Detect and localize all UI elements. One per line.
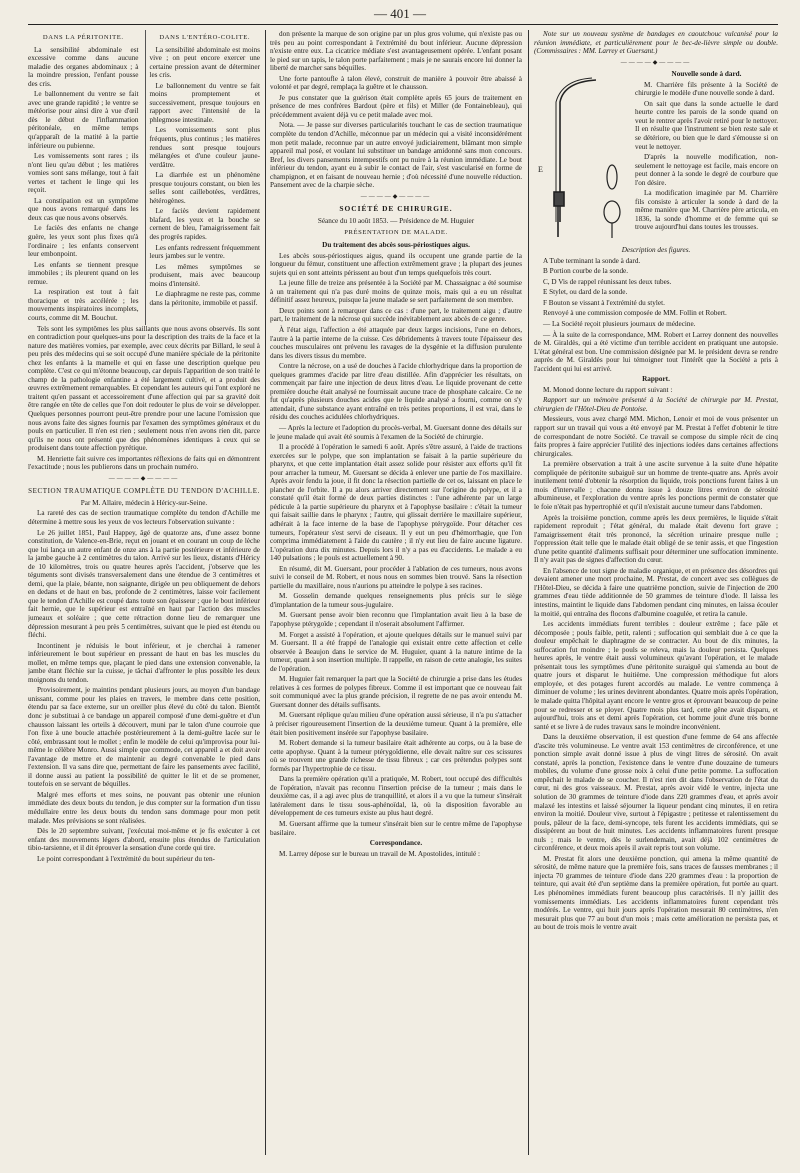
sonde-screw: [554, 192, 564, 206]
paragraph: Dans la deuxième observation, il est question d'une femme de 64 ans affectée d'ascite très volumineuse. Le ventre avait 153 centimètres de circonférence, et une ponction simple avait donné issue à plus de vingt litres de sérosité. On avait constaté, après la ponction, l'existence dans le ventre d'une douzaine de tumeurs mobiles, du volume d'une grosse noix à celui d'une petite pomme. La suffocation empêchait le malade de se coucher. Il n'est rien dit dans l'observation de l'état du cœur, ni des gros vaisseaux. M. Prestat, après avoir vidé le ventre, injecta une solution de 30 grammes de teinture d'iode dans 220 grammes d'eau, et après avoir malaxé les intestins et laissé séjourner la liqueur pendant cinq minutes, il en retira environ la moitié. Douleur vive, surtout à l'épigastre ; petitesse et ralentissement du pouls, pâleur de la face, demi-syncope, tels furent les accidents immédiats, qui se dissipèrent au bout de huit minutes. Les accidents inflammatoires furent presque nuls ; mais le ventre, dès le surlendemain, avait déjà 102 centimètres de circonférence, et deux mois après il avait repris tout son volume.: [534, 733, 778, 853]
legend-line: A Tube terminant la sonde à dard.: [543, 256, 641, 265]
table-cell: La constipation est un symptôme que nous avons remarqué dans les deux cas que nous avons observés.: [28, 196, 139, 222]
paragraph: M. Prestat fit alors une deuxième ponction, qui amena la même quantité de sérosité, de même nature que la première fois, sans traces de fausses membranes ; il injecta 70 grammes de teinture d'iode dans 220 grammes d'eau : la proportion de teinture, qui avait été d'un septième dans la première opération, fut portée au quart. Les phénomènes immédiats furent beaucoup plus caractérisés. Il n'y jaillit des vomissements immédiats. Les accidents inflammatoires furent cependant très modérés. Le ventre, qui huit jours après l'opération mesurait 80 centimètres, n'en mesurait plus que 77 au bout d'un mois ; mais cette amélioration ne persista pas, et au bout de trois mois le ventre avait: [534, 854, 778, 932]
section-title: SOCIÉTÉ DE CHIRURGIE.: [339, 204, 453, 214]
table-cell: Les enfants se tiennent presque immobiles ; ils pleurent quand on les remue.: [28, 260, 139, 286]
paragraph: Provisoirement, je maintins pendant plusieurs jours, au moyen d'un bandage unissant, comme pour les plaies en travers, le membre dans cette position, étendu par sa face externe, sur un oreiller plus élevé du côté du talon. Bientôt donc je substituai à ce bandage un appareil composé d'une demi-guêtre et d'un chausson laissant les orteils à découvert, muni par le talon d'une courroie que l'on fixe à une boucle attachée postérieurement à la demi-guêtre lacée sur le côté, embrassant tout le mollet ; enfin le modèle de celui qu'improvisa pour lui-même le célèbre Monro. Aussi simple que commode, cet appareil a et doit avoir l'avantage de mettre et de maintenir au degré convenable le pied dans l'extension. Il va sans dire que, permettant de faire les pansements avec facilité, il donne aussi au patient la possibilité de quitter le lit et de se promener, toutefois en se servant de béquilles.: [28, 686, 260, 789]
paragraph: La première observation a trait à une ascite survenue à la suite d'une hépatite compliquée de péritonite subaiguë sur un homme de trente-quatre ans. Après avoir inutilement tenté d'obtenir la résorption du liquide, trois ponctions furent faites à un mois d'intervalle ; chacune donna issue à douze litres environ de sérosité albumineuse, et l'exploration du ventre après les ponctions permit de constater que le foie n'était pas hypertrophié et qu'il n'existait aucune tumeur dans l'abdomen.: [534, 460, 778, 511]
paragraph: En résumé, dit M. Guersant, pour procéder à l'ablation de ces tumeurs, nous avons suivi le conseil de M. Robert, et nous nous en sommes bien trouvé. Sans la résection partielle du maxillaire, nous n'aurions pu atteindre le polype à ses racines.: [270, 564, 522, 590]
legend-line: C, D Vis de rappel réunissant les deux tubes.: [543, 277, 672, 286]
legend-line: Renvoyé à une commission composée de MM. Follin et Robert.: [543, 309, 727, 318]
seance-line: Séance du 10 août 1853. — Présidence de M. Huguier: [317, 216, 475, 225]
comparison-table: [28, 30, 260, 325]
subsection-title: Correspondance.: [369, 839, 423, 848]
paragraph: À l'état aigu, l'affection a été attaquée par deux larges incisions, l'une en dehors, l'autre à la partie interne de la cuisse. Ces débridements à travers toute l'épaisseur des couches musculaires ont prévenu les ravages de la dysgénie et la diffusion purulente dans les divers tissus du membre.: [270, 325, 522, 360]
paragraph: On sait que dans la sonde actuelle le dard heurte contre les parois de la sonde quand on veut le rentrer après l'avoir retiré pour le nettoyer. Il en résulte que l'instrument se bien reste sale et se détériore, ou bien que le dard s'émousse si on veut le nettoyer.: [635, 99, 778, 151]
table-cell: Le faciès devient rapidement blafard, les yeux et la bouche se cernent de bleu, l'amaigrissement fait des progrès rapides.: [149, 207, 260, 242]
paragraph: M. Guersant pense avoir bien reconnu que l'implantation avait lieu à la base de l'apophyse ptérygoïde ; cependant il n'oserait absolument l'affirmer.: [270, 611, 522, 628]
ornament-divider: ————◆————: [108, 475, 180, 482]
paragraph: Messieurs, vous avez chargé MM. Michon, Lenoir et moi de vous présenter un rapport sur un travail qui vous a été envoyé par M. Prestat à l'effet d'obtenir le titre de correspondant de notre Société. Ce travail se compose du simple récit de cinq faits propres à faire apprécier l'utilité des injections iodées dans certaines affections chirurgicales.: [534, 415, 778, 458]
paragraph: Dès le 20 septembre suivant, j'exécutai moi-même et je fis exécuter à cet enfant des mouvements légers d'abord, ensuite plus étendus de l'articulation tibio-tarsienne, et il dit éprouver la sensation d'une corde qui tire.: [28, 827, 260, 853]
legend-line: E Stylet, ou dard de la sonde.: [543, 288, 628, 297]
column-left: [28, 30, 260, 1155]
table-heading: DANS L'ENTÉRO-COLITE.: [159, 34, 251, 41]
table-cell: Les enfants redressent fréquemment leurs jambes sur le ventre.: [149, 243, 260, 261]
subsection-title: Rapport.: [642, 375, 670, 384]
table-cell: Les vomissements sont rares ; ils n'ont lieu qu'au début ; les matières vomies sont sans mélange, tout à fait vertes et tachent le linge qui les reçoit.: [28, 152, 139, 195]
subsection-title: Description des figures.: [621, 246, 691, 255]
column-divider: [265, 30, 266, 1155]
paragraph: Malgré mes efforts et mes soins, ne pouvant pas obtenir une réunion immédiate des deux bouts du tendon, je dus compter sur la formation d'un tissu médullaire entre les deux bouts du tendon sans dommage pour mon petit malade. Mes prévisions se sont réalisées.: [28, 790, 260, 825]
paragraph: Rapport sur un mémoire présenté à la Société de chirurgie par M. Prestat, chirurgien de l'Hôtel-Dieu de Pontoise.: [534, 396, 778, 413]
paragraph: Après la troisième ponction, comme après les deux premières, le liquide s'était rapidement reproduit ; l'état général, du malade était devenu fort grave ; l'amaigrissement était très prononcé, la sécrétion urinaire presque nulle ; l'oppression était telle que le malade était obligé de se tenir assis, et que l'ingestion d'une petite quantité d'aliments suffisait pour déterminer une suffocation imminente. Il n'y avait pas de signes d'affection du cœur.: [534, 513, 778, 565]
paragraph: Note sur un nouveau système de bandages en caoutchouc vulcanisé pour la réunion immédiate, et particulièrement pour le bec-de-lièvre simple ou double. (Commissaires : MM. Larrey et Guersant.): [534, 30, 778, 56]
column-divider: [528, 30, 529, 1155]
paragraph: Incontinent je réduisis le bout inférieur, et je cherchai à ramener inférieurement le bout supérieur en pressant de haut en bas les muscles du mollet, en même temps que, plaçant le pied dans une extension convenable, la jambe étant fléchie sur la cuisse, je tâchai d'affronter le plus possible les deux moignons du tendon.: [28, 641, 260, 684]
paragraph: M. Henriette fait suivre ces importantes réflexions de faits qui en démontrent l'exactitude ; nous les publierons dans un prochain numéro.: [28, 454, 260, 472]
ornament-divider: ————◆————: [620, 59, 692, 66]
subsection-title: Nouvelle sonde à dard.: [671, 70, 742, 79]
paragraph: — La Société reçoit plusieurs journaux de médecine.: [543, 320, 696, 329]
ornament-divider: ————◆————: [360, 193, 432, 200]
paragraph: M. Gosselin demande quelques renseignements plus précis sur le siège d'implantation de la tumeur sous-jugulaire.: [270, 592, 522, 609]
table-cell: La sensibilité abdominale est moins vive ; on peut encore exercer une certaine pression avant de déterminer les cris.: [149, 45, 260, 80]
legend-line: B Portion courbe de la sonde.: [543, 267, 629, 276]
paragraph: La rareté des cas de section traumatique complète du tendon d'Achille me détermine à mettre sous les yeux de vos lecteurs l'observation suivante :: [28, 509, 260, 526]
paragraph: Le point correspondant à l'extrémité du bout supérieur du ten-: [37, 854, 215, 863]
sonde-figure: [534, 72, 629, 244]
paragraph: Les accidents immédiats furent terribles : douleur extrême ; face pâle et décomposée ; pouls faible, petit, ralenti ; suffocation qui semblait due à ce que la douleur empêchait le diaphragme de se contracter. Au bout de dix minutes, la suffocation fut moindre ; le pouls se releva, mais la douleur persista. Quelques heures après, le ventre était aussi volumineux qu'avant l'opération, et le malade présentait tous les symptômes d'une péritonite suraiguë qui s'amenda au bout de quatre jours et disparut le huitième. Une compression méthodique fut alors employée, et des potages furent accordés au malade. Le ventre commença à diminuer de volume ; les urines devinrent abondantes. Quatre mois après l'opération, le malade quitta l'hôpital ayant encore le ventre gros et éprouvant beaucoup de peine pour se redresser et se ployer. Quatre mois plus tard, cette gêne avait disparu, et aujourd'hui, trois ans et demi après l'opération, cet homme jouit d'une très bonne santé et se livre à de rudes travaux sans le moindre inconvénient.: [534, 620, 778, 731]
paragraph: M. Huguier fait remarquer la part que la Société de chirurgie a prise dans les études relatives à ces formes de polypes fibreux. Comme il est important que ce nouveau fait soit communiqué avec la plus grande précision, il regrette de ne pas avoir entendu M. Guersant donner des détails suffisants.: [270, 675, 522, 709]
subsection-title: PRÉSENTATION DE MALADE.: [344, 229, 448, 237]
paragraph: M. Charrière fils présente à la Société de chirurgie le modèle d'une nouvelle sonde à dard.: [635, 80, 778, 98]
paragraph: Deux points sont à remarquer dans ce cas : d'une part, le traitement aigu ; d'autre part, le traitement de la nécrose qui succède inévitablement aux abcès de ce genre.: [270, 306, 522, 324]
page-number: — 401 —: [374, 6, 426, 21]
table-cell: Le faciès des enfants ne change guère, les yeux sont plus fixes qu'à l'ordinaire ; les enfants conservent leur embonpoint.: [28, 224, 139, 259]
table-cell: La respiration est tout à fait thoracique et très accélérée ; les mouvements inspiratoires incomplets, courts, comme dit M. Bouchut.: [28, 288, 139, 322]
paragraph: Une forte pantoufle à talon élevé, construit de manière à pouvoir être abaissé à volonté et par degré, remplaça la guêtre et le chausson.: [270, 74, 522, 92]
paragraph: — À la suite de la correspondance, MM. Robert et Larrey donnent des nouvelles de M. Giraldès, qui a été victime d'un terrible accident en pratiquant une autopsie. L'état général est bon. Une commission désignée par M. le président devra se rendre auprès de M. Giraldès pour lui témoigner tout l'intérêt que la Société a pris à l'accident qui lui est arrivé.: [534, 330, 778, 373]
column-middle: [270, 30, 522, 1155]
paragraph: — Après la lecture et l'adoption du procès-verbal, M. Guersant donne des détails sur le jeune malade qui avait été soumis à l'examen de la Société de chirurgie.: [270, 423, 522, 441]
paragraph: Dans la première opération qu'il a pratiquée, M. Robert, tout occupé des difficultés de l'opération, n'avait pas reconnu l'insertion précise de la tumeur ; mais dans le deuxième cas, il a agi avec plus de tranquillité, et alors il a vu que la tumeur s'insérait latéralement dans le tissu sous-aphénoïdal, là, où la disposition favorable au développement de ces tumeurs existe au plus haut degré.: [270, 775, 522, 818]
table-cell: Les mêmes symptômes se produisent, mais avec beaucoup moins d'intensité.: [149, 262, 260, 288]
subsection-subtitle: Du traitement des abcès sous-périostiques aigus.: [322, 241, 470, 250]
paragraph: M. Guersant affirme que la tumeur s'insérait bien sur le centre même de l'apophyse basilaire.: [270, 820, 522, 837]
paragraph: don présente la marque de son origine par un plus gros volume, qui n'existe pas ou très peu au point correspondant à l'extrémité du bout inférieur. Aucune dépression n'existe entre eux. La cicatrice médiate s'est avantageusement opérée. L'enfant posant le pied sur un tapis, le talon porte parfaitement ; mais je ne saurais encore lui donner la liberté de marcher sans béquilles.: [270, 30, 522, 73]
table-cell: Les vomissements sont plus fréquents, plus continus ; les matières rendues sont presque toujours mélangées et d'une couleur jaune-verdâtre.: [149, 126, 260, 169]
table-cell: Le diaphragme ne reste pas, comme dans la péritonite, immobile et passif.: [149, 290, 260, 307]
paragraph: Les abcès sous-périostiques aigus, quand ils occupent une grande partie de la longueur du fémur, constituent une affection extrêmement grave ; la plupart des jeunes sujets qui en sont atteints périssent au bout d'un temps quelquefois très court.: [270, 251, 522, 277]
paragraph: En l'absence de tout signe de maladie organique, et en présence des désordres qui devaient amener une mort prochaine, M. Prestat, de concert avec ses collègues de l'Hôtel-Dieu, se décida à faire une quatrième ponction, suivie de l'injection de 200 grammes d'eau tiède additionnée de 50 grammes de teinture d'iode. Il laissa les intestins, maintint le liquide dans l'abdomen pendant cinq minutes, en laissa écouler la moitié, qui entraîna des flocons d'albumine coagulée, et retira la canule.: [534, 566, 778, 618]
paragraph: M. Forget a assisté à l'opération, et ajoute quelques détails sur le manuel suivi par M. Guersant. Il a été frappé de l'analogie qui existait entre cette affection et celle observée à Beaujon dans le service de M. Huguier, quant à la nature intime de la tumeur, quant à son insertion multiple. Il rappelle, en raison de cette analogie, les suites de l'opération.: [270, 630, 522, 673]
table-col-peritonite: [28, 30, 139, 325]
table-heading: DANS LA PÉRITONITE.: [42, 34, 124, 41]
paragraph: M. Guersant réplique qu'au milieu d'une opération aussi sérieuse, il n'a pu s'attacher à préciser rigoureusement l'insertion de la deuxième tumeur. Quant à la première, elle était bien positivement insérée sur l'apophyse basilaire.: [270, 711, 522, 737]
section-title: SECTION TRAUMATIQUE COMPLÈTE DU TENDON D'ACHILLE.: [28, 487, 260, 496]
legend-line: F Bouton se vissant à l'extrémité du stylet.: [543, 298, 665, 307]
paragraph: D'après la nouvelle modification, non-seulement le nettoyage est facile, mais encore on peut donner à la sonde le degré de courbure que l'on désire.: [635, 153, 778, 187]
table-cell: La sensibilité abdominale est excessive comme dans aucune maladie des organes abdominaux ; à la moindre pression, l'enfant pousse des cris.: [28, 45, 139, 88]
table-cell: La diarrhée est un phénomène presque toujours constant, ou bien les selles sont caillebotées, verdâtres, hétérogènes.: [149, 171, 260, 205]
table-cell: Le ballonnement du ventre se fait moins promptement et successivement, presque toujours en rapport avec l'intensité de la phlegmose intestinale.: [149, 81, 260, 124]
sonde-tube: [560, 80, 596, 222]
paragraph: Je pus constater que la guérison était complète après 65 jours de traitement en présence de mes confrères Bardout (père et fils) et Miller (de Fontainebleau), qui précédemment avaient déjà vu ce petit malade avec moi.: [270, 93, 522, 119]
paragraph: La jeune fille de treize ans présentée à la Société par M. Chassaignac a été soumise à un traitement qui n'a pas duré moins de quinze mois, mais qui a eu un résultat définitif assez heureux, puisque la jeune malade se sert parfaitement de son membre.: [270, 279, 522, 305]
paragraph: Le 26 juillet 1851, Paul Happey, âgé de quatorze ans, d'une assez bonne constitution, de Valence-en-Brie, reçut en jouant et en courant un coup de lèche que lui lança un autre enfant de onze ans à la partie postérieure et inférieure de la jambe gauche à 2 centimètres du talon. Arrivé sur les lieux, distants d'Héricy de 10 kilomètres, trois ou quatre heures après l'accident, j'observe que les téguments sont divisés transversalement dans une étendue de 3 centimètres et demi, que la plaie, béante, non saignante, dirigée un peu obliquement de dehors en dedans et de haut en bas, profonde de 2 centimètres, laisse voir facilement que le tendon d'Achille est coupé dans toute son épaisseur ; que le bout inférieur fait hernie, que le supérieur est entraîné en haut par l'action des muscles jumeaux et soléaire ; que cette rétraction donne lieu de remarquer une dépression mesurant à peu près 5 centimètres, suivant que le pied est étendu ou fléchi.: [28, 528, 260, 640]
column-right: [534, 30, 778, 1155]
table-col-enterocolite: [145, 30, 261, 325]
paragraph: Contre la nécrose, on a usé de douches à l'acide chlorhydrique dans la proportion de quelques grammes d'acide par litre d'eau distillée. Afin d'apprécier les résultats, on commençait par faire une injection de deux litres d'eau. Le liquide provenant de cette première douche était analysé ne fournissait aucune trace de phosphate calcaire. Ce ne fut qu'après plusieurs douches acides que le liquide analysé a fourni, comme on s'y attendait, d'une substance ayant entraîné en très petites proportions, il est vrai, dans le résidu des couches acidulées chlorhydriques.: [270, 362, 522, 422]
byline: Par M. Allaire, médecin à Héricy-sur-Seine.: [80, 498, 208, 507]
paragraph: Il a procédé à l'opération le samedi 6 août. Après s'être assuré, à l'aide de tractions exercées sur le polype, que son implantation se faisait à la partie supérieure du pharynx, et que cette implantation était assez solide pour résister aux efforts qu'il fit pour arracher la tumeur, M. Guersant se décida à enlever une partie de l'os maxillaire. Après avoir fendu la joue, il fit donc la résection partielle de cet os, laissant en place le plancher de l'orbite. Il a pu alors arriver directement sur l'origine du polype, et il a constaté qu'il était formé de deux parties distinctes : l'une adhérente par un large pédicule à la partie supérieure du pharynx et à l'apophyse basilaire : c'était la tumeur qui faisait saillie dans le pharynx ; l'autre, qui glissait derrière le maxillaire supérieur, adhérait à la face interne de la base de l'apophyse ptérygoïde. Pour détacher ces tumeurs, l'opérateur s'est servi de ciseaux. Il y eut un peu d'hémorrhagie, que l'on comprima immédiatement à l'aide du cautère ; il n'y eut lieu de faire aucune ligature. L'opération dura dix minutes. Depuis lors il n'y a pas eu d'accidents. Le malade a eu 140 pulsations ; le pouls est actuellement à 90.: [270, 443, 522, 563]
table-cell: Le ballonnement du ventre se fait avec une grande rapidité ; le ventre se météorise pour ainsi dire à vue d'œil dès le début de l'inflammation péritonéale, en même temps qu'apparaît de la matité à la partie inférieure ou pubienne.: [28, 90, 139, 150]
top-rule: [28, 24, 778, 25]
figure-label: E: [538, 165, 543, 175]
paragraph: Tels sont les symptômes les plus saillants que nous avons observés. Ils sont en contradiction pour quelques-uns pour la description des traits de la face et la nature des matières vomies, par exemple, avec ceux décrits par Billard, le seul à peu près des médecins qui se soit occupé d'une manière spéciale de la péritonite chez les enfants à la mamelle et qui en fasse une description quelque peu complète. C'est ce qui m'étonne beaucoup, car depuis l'apparition de son traité le champ de la pathologie enfantine a été largement cultivé, et a produit des œuvres extrêmement remarquables. Et cependant les auteurs qui l'ont exploré ne traitent qu'en passant et accessoirement d'une affection qui par sa gravité doit être rangée en tête de celles que l'on doit redouter le plus de voir se développer. Quelques personnes pourront peut-être prendre pour une lacune l'omission que nous avons faite des signes fournis par l'examen des symptômes généraux et du pouls en particulier. Il n'en est rien ; seulement nous n'en avons rien dit, parce qu'ils ne nous ont présenté que des phénomènes identiques à ceux qui se produisent dans toute affection pyrétique.: [28, 324, 260, 453]
paragraph: M. Larrey dépose sur le bureau un travail de M. Apostolides, intitulé :: [279, 849, 481, 858]
sonde-ring: [604, 201, 620, 223]
paragraph: Nota. — Je passe sur diverses particularités touchant le cas de section traumatique complète du tendon d'Achille, méconnue par un médecin qui a visité inconsidérément mon petit malade, reconnue par un autre envoyé judiciairement, blâmant mon simple appareil mal posé, et voulant lui substituer un bandage amidonné sans mon concours. Bref, les divers pansements intempestifs ont pu nuire à la réunion immédiate. Le bout inférieur du tendon, ayant eu à subir le contact de l'air, s'est vascularisé en forme de champignon, et en faisant de nouveau hernie ; d'où nécessité d'une nouvelle réduction. Pansement avec de la charpie sèche.: [270, 121, 522, 190]
paragraph: M. Robert demande si la tumeur basilaire était adhérente au corps, ou à la base de cette apophyse. Quant à la tumeur ptérygoïdienne, elle devait naître sur ces scissures où se trouvent une grande richesse de tissu fibreux ; car ces prétendus polypes sont formés par l'hypertrophie de ce tissu.: [270, 739, 522, 773]
paragraph: M. Monod donne lecture du rapport suivant :: [543, 385, 673, 394]
paragraph: La modification imaginée par M. Charrière fils consiste à articuler la sonde à dard de la même manière que M. Charrière père articula, en 1836, la sonde d'homme et de femme qui se trouve aujourd'hui dans toutes les trousses.: [635, 189, 778, 232]
